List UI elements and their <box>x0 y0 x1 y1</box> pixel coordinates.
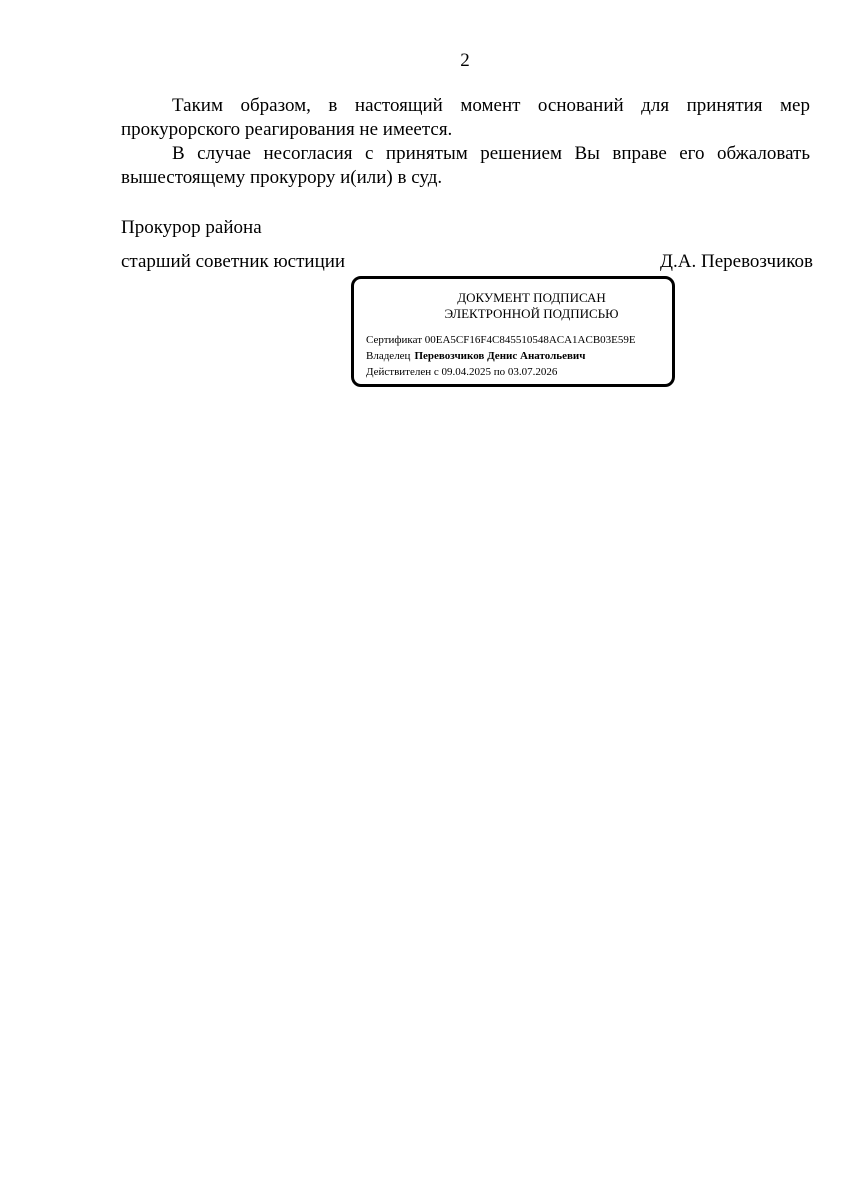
signatory-position: Прокурор района <box>121 217 262 238</box>
page-number: 2 <box>460 50 470 71</box>
stamp-header-line-1: ДОКУМЕНТ ПОДПИСАН <box>457 290 606 305</box>
valid-to-label: по <box>493 366 506 378</box>
stamp-validity-line <box>366 365 557 379</box>
stamp-certificate-line <box>366 333 636 347</box>
signatory-rank: старший советник юстиции <box>121 251 346 272</box>
electronic-signature-stamp <box>351 276 675 387</box>
valid-to-date: 03.07.2026 <box>507 366 558 378</box>
certificate-label: Сертификат <box>366 334 422 346</box>
valid-from-date: 09.04.2025 <box>441 366 492 378</box>
stamp-header <box>354 290 709 322</box>
signatory-name: Д.А. Перевозчиков <box>660 251 813 272</box>
valid-from-label: Действителен с <box>366 366 439 378</box>
letter-body <box>121 94 810 190</box>
paragraph-conclusion: Таким образом, в настоящий момент оснований для принятия мер прокурорского реагирования не имеется. <box>121 95 810 140</box>
signature-row <box>121 250 813 274</box>
stamp-header-line-2: ЭЛЕКТРОННОЙ ПОДПИСЬЮ <box>444 306 619 321</box>
owner-value: Перевозчиков Денис Анатольевич <box>414 350 586 362</box>
stamp-owner-line <box>366 349 585 363</box>
owner-label: Владелец <box>366 350 411 362</box>
certificate-value: 00EA5CF16F4C845510548ACA1ACB03E59E <box>424 334 636 346</box>
paragraph-appeal-rights: В случае несогласия с принятым решением Вы вправе его обжаловать вышестоящему прокурору и(или) в суд. <box>121 143 810 188</box>
